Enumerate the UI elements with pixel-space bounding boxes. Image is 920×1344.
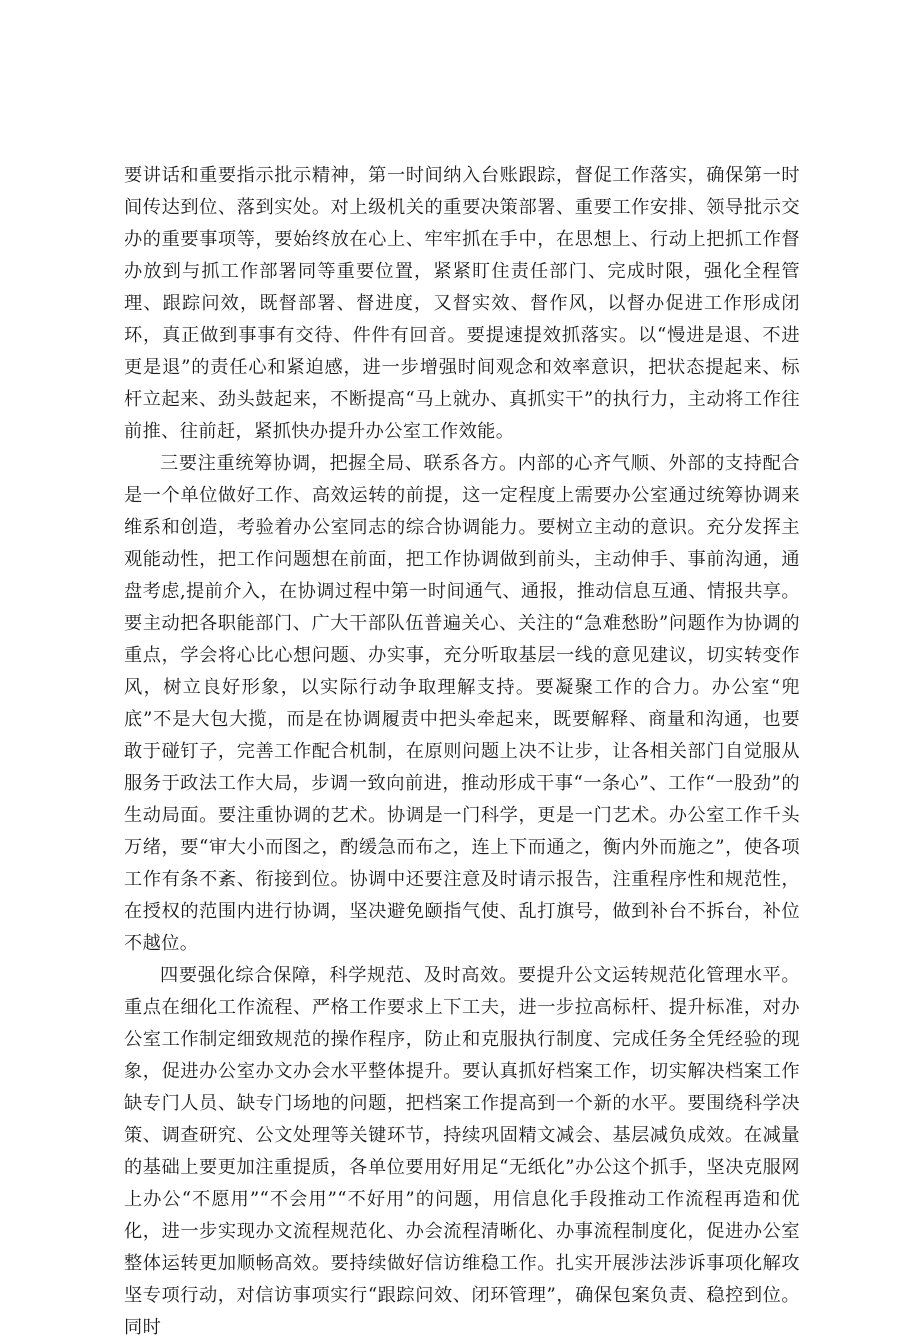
paragraph-1: 要讲话和重要指示批示精神，第一时间纳入台账跟踪，督促工作落实，确保第一时间传达到位、落到实处。对上级机关的重要决策部署、重要工作安排、领导批示交办的重要事项等，要始终放在心上、牢牢抓在手中，在思想上、行动上把抓工作督办放到与抓工作部署同等重要位置，紧紧盯住责任部门、完成时限，强化全程管理、跟踪问效，既督部署、督进度，又督实效、督作风，以督办促进工作形成闭环，真正做到事事有交待、件件有回音。要提速提效抓落实。以“慢进是退、不进更是退”的责任心和紧迫感，进一步增强时间观念和效率意识，把状态提起来、标杆立起来、劲头鼓起来，不断提高“马上就办、真抓实干”的执行力，主动将工作往前推、往前赶，紧抓快办提升办公室工作效能。 — [124, 165, 800, 442]
document-page — [124, 160, 800, 1344]
paragraph-2: 三要注重统筹协调，把握全局、联系各方。内部的心齐气顺、外部的支持配合是一个单位做好工作、高效运转的前提，这一定程度上需要办公室通过统筹协调来维系和创造，考验着办公室同志的综合协调能力。要树立主动的意识。充分发挥主观能动性，把工作问题想在前面，把工作协调做到前头，主动伸手、事前沟通，通盘考虑,提前介入，在协调过程中第一时间通气、通报，推动信息互通、情报共享。要主动把各职能部门、广大干部队伍普遍关心、关注的“急难愁盼”问题作为协调的重点，学会将心比心想问题、办实事，充分听取基层一线的意见建议，切实转变作风，树立良好形象，以实际行动争取理解支持。要凝聚工作的合力。办公室“兜底”不是大包大揽，而是在协调履责中把头牵起来，既要解释、商量和沟通，也要敢于碰钉子，完善工作配合机制，在原则问题上决不让步，让各相关部门自觉服从服务于政法工作大局，步调一致向前进，推动形成干事“一条心”、工作“一股劲”的生动局面。要注重协调的艺术。协调是一门科学，更是一门艺术。办公室工作千头万绪，要“审大小而图之，酌缓急而布之，连上下而通之，衡内外而施之”，使各项工作有条不紊、衔接到位。协调中还要注意及时请示报告，注重程序性和规范性，在授权的范围内进行协调，坚决避免颐指气使、乱打旗号，做到补台不拆台，补位不越位。 — [124, 453, 800, 954]
paragraph-3: 四要强化综合保障，科学规范、及时高效。要提升公文运转规范化管理水平。重点在细化工作流程、严格工作要求上下工夫，进一步拉高标杆、提升标准，对办公室工作制定细致规范的操作程序，防止和克服执行制度、完成任务全凭经验的现象，促进办公室办文办会水平整体提升。要认真抓好档案工作，切实解决档案工作缺专门人员、缺专门场地的问题，把档案工作提高到一个新的水平。要围绕科学决策、调查研究、公文处理等关键环节，持续巩固精文减会、基层减负成效。在减量的基础上要更加注重提质，各单位要用好用足“无纸化”办公这个抓手，坚决克服网上办公“不愿用”“不会用”“不好用”的问题，用信息化手段推动工作流程再造和优化，进一步实现办文流程规范化、办会流程清晰化、办事流程制度化，促进办公室整体运转更加顺畅高效。要持续做好信访维稳工作。扎实开展涉法涉诉事项化解攻坚专项行动，对信访事项实行“跟踪问效、闭环管理”，确保包案负责、稳控到位。同时 — [124, 965, 800, 1338]
